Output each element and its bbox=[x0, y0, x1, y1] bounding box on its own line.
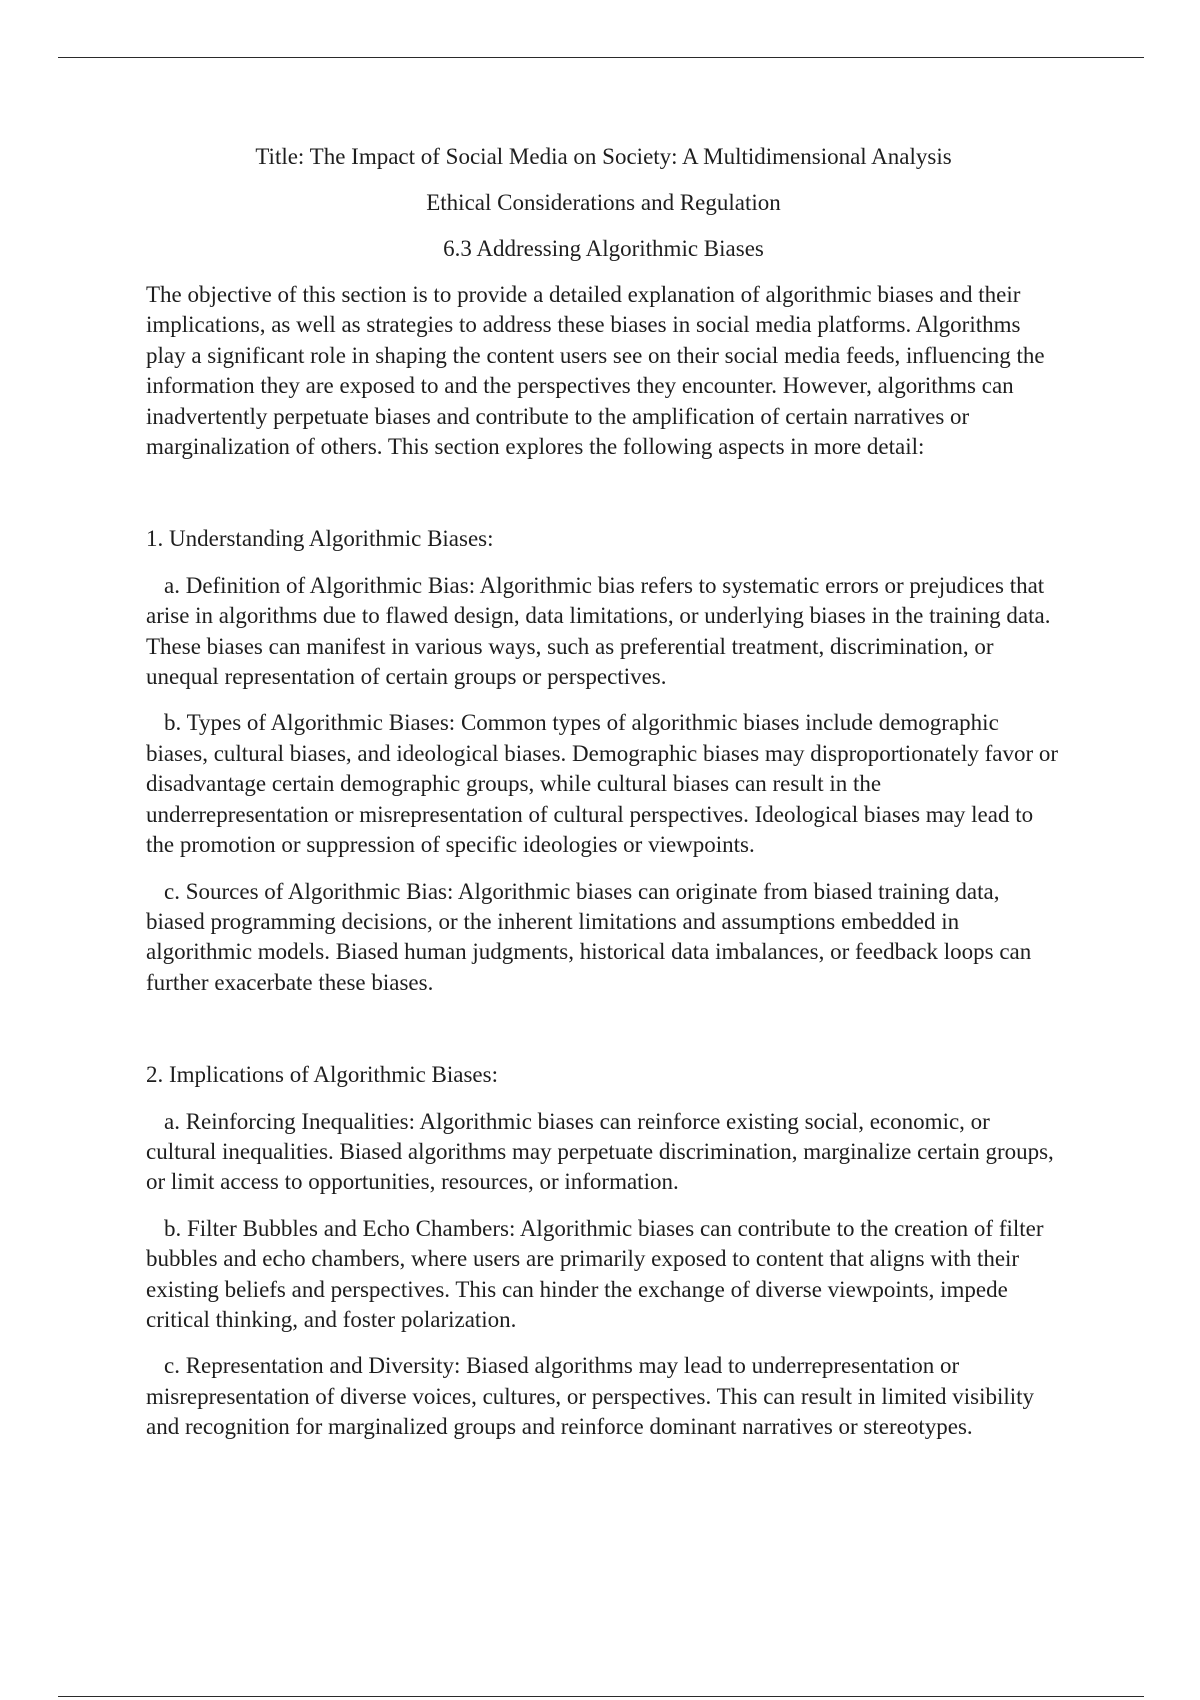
section-title: 6.3 Addressing Algorithmic Biases bbox=[443, 236, 764, 261]
section-heading: 2. Implications of Algorithmic Biases: bbox=[146, 1062, 498, 1088]
chapter-title: Ethical Considerations and Regulation bbox=[426, 190, 781, 215]
list-item: c. Representation and Diversity: Biased algorithms may lead to underrepresentation or misrepresentation of diverse voices, cultures, or perspectives. This can result in limited visibility and recognition for marginalized groups and reinforce dominant narratives or stereotypes. bbox=[146, 1353, 1035, 1440]
section-implications bbox=[146, 1060, 1061, 1442]
document-title: Title: The Impact of Social Media on Society: A Multidimensional Analysis bbox=[255, 144, 952, 169]
section-understanding bbox=[146, 524, 1061, 998]
list-item: c. Sources of Algorithmic Bias: Algorithmic biases can originate from biased training data, biased programming decisions, or the inherent limitations and assumptions embedded in algorithmic models. Biased human judgments, historical data imbalances, or feedback loops can further exacerbate these biases. bbox=[146, 878, 1032, 995]
section-heading: 1. Understanding Algorithmic Biases: bbox=[146, 526, 494, 552]
document-page bbox=[146, 142, 1061, 1459]
list-item: b. Types of Algorithmic Biases: Common types of algorithmic biases include demographic biases, cultural biases, and ideological biases. Demographic biases may disproportionately favor or disadvantage certain demographic groups, while cultural biases can result in the underrepresentation or misrepresentation of cultural perspectives. Ideological biases may lead to the promotion or suppression of specific ideologies or viewpoints. bbox=[146, 710, 1059, 858]
list-item: a. Reinforcing Inequalities: Algorithmic biases can reinforce existing social, economic, or cultural inequalities. Biased algorithms may perpetuate discrimination, marginalize certain groups, or limit access to opportunities, resources, or information. bbox=[146, 1108, 1054, 1195]
intro-paragraph: The objective of this section is to provide a detailed explanation of algorithmic biases and their implications, as well as strategies to address these biases in social media platforms. Algorithms play a significant role in shaping the content users see on their social media feeds, influencing the information they are exposed to and the perspectives they encounter. However, algorithms can inadvertently perpetuate biases and contribute to the amplification of certain narratives or marginalization of others. This section explores the following aspects in more detail: bbox=[146, 282, 1045, 460]
bottom-rule bbox=[58, 1696, 1144, 1697]
list-item: a. Definition of Algorithmic Bias: Algorithmic bias refers to systematic errors or prejudices that arise in algorithms due to flawed design, data limitations, or underlying biases in the training data. These biases can manifest in various ways, such as preferential treatment, discrimination, or unequal representation of certain groups or perspectives. bbox=[146, 572, 1051, 690]
list-item: b. Filter Bubbles and Echo Chambers: Algorithmic biases can contribute to the creation of filter bubbles and echo chambers, where users are primarily exposed to content that aligns with their existing beliefs and perspectives. This can hinder the exchange of diverse viewpoints, impede critical thinking, and foster polarization. bbox=[146, 1215, 1044, 1332]
top-rule bbox=[58, 57, 1144, 58]
